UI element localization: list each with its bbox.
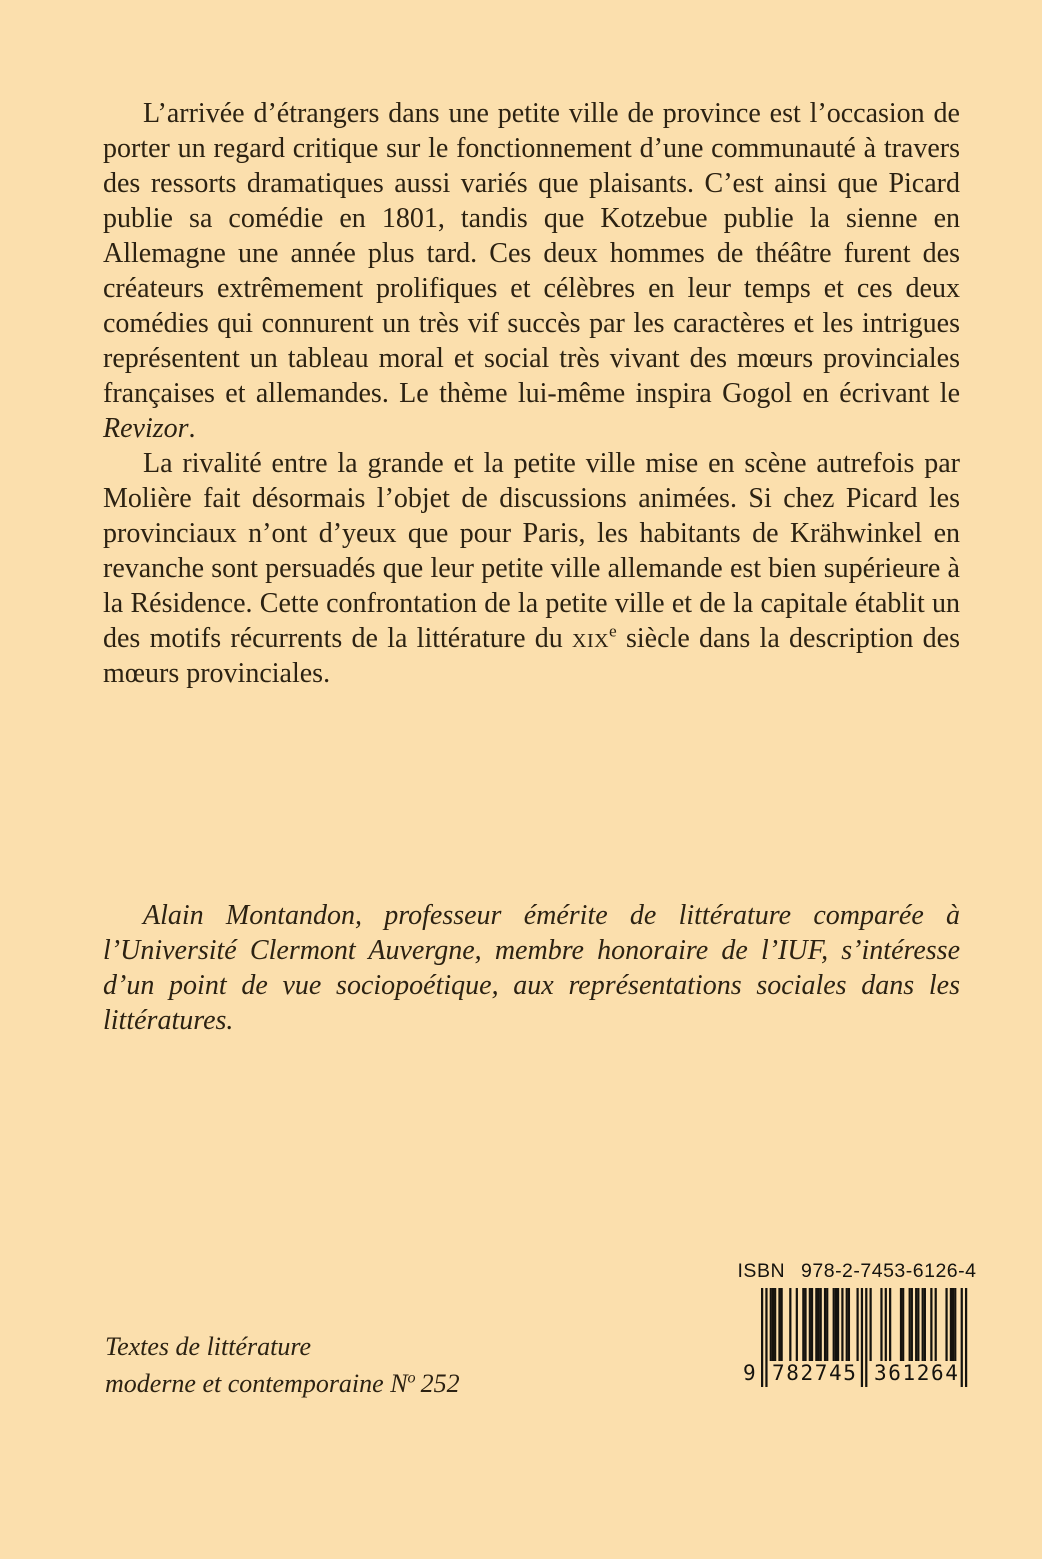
- century-ordinal-superscript: e: [609, 621, 617, 641]
- book-title-revizor: Revizor: [103, 413, 189, 444]
- synopsis-p1-text: L’arrivée d’étrangers dans une petite ville de province est l’occasion de porter un regard critique sur le fonctionnement d’une communauté à travers des ressorts dramatiques aussi variés que plaisants. C’est ainsi que Picard publie sa comédie en 1801, tandis que Kotzebue publie la sienne en Allemagne une année plus tard. Ces deux hommes de théâtre furent des créateurs extrêmement prolifiques et célèbres en leur temps et ces deux comédies qui connurent un très vif succès par les caractères et les intrigues représentent un tableau moral et social très vivant des mœurs provinciales françaises et allemandes. Le thème lui-même inspira Gogol en écrivant le: [103, 98, 960, 409]
- synopsis-paragraph-2: [103, 446, 960, 691]
- century-numeral-smallcaps: xix: [572, 623, 610, 654]
- isbn-label: ISBN: [737, 1260, 786, 1282]
- synopsis-text-block: [103, 96, 960, 691]
- author-bio: Alain Montandon, professeur émérite de littérature comparée à l’Université Clermont Auvergne, membre honoraire de l’IUF, s’intéresse d’un point de vue sociopoétique, aux représentations sociales dans les littératures.: [103, 900, 960, 1036]
- synopsis-p2-text-end: siècle dans la description des mœurs provinciales.: [103, 623, 960, 689]
- barcode-digits-right: 361264: [874, 1361, 960, 1385]
- series-line-2: [105, 1365, 460, 1402]
- barcode-digits-left: 782745: [772, 1361, 858, 1385]
- series-line-1: Textes de littérature: [105, 1332, 312, 1361]
- series-line-2-text: moderne et contemporaine N: [105, 1369, 408, 1398]
- isbn-barcode-block: [737, 1260, 977, 1400]
- synopsis-paragraph-1: [103, 96, 960, 446]
- synopsis-p2-text: La rivalité entre la grande et la petite ville mise en scène autrefois par Molière fait désormais l’objet de discussions animées. Si chez Picard les provinciaux n’ont d’yeux que pour Paris, les habitants de Krähwinkel en revanche sont persuadés que leur petite ville allemande est bien supérieure à la Résidence. Cette confrontation de la petite ville et de la capitale établit un des motifs récurrents de la littérature du: [103, 448, 960, 654]
- barcode-digit-first: 9: [743, 1361, 758, 1385]
- series-info: [105, 1328, 460, 1402]
- series-number: 252: [420, 1369, 460, 1398]
- synopsis-p1-period: .: [188, 413, 196, 444]
- isbn-number: 978-2-7453-6126-4: [801, 1260, 977, 1282]
- isbn-text-line: [737, 1260, 977, 1283]
- series-ordinal-superscript: o: [407, 1369, 416, 1387]
